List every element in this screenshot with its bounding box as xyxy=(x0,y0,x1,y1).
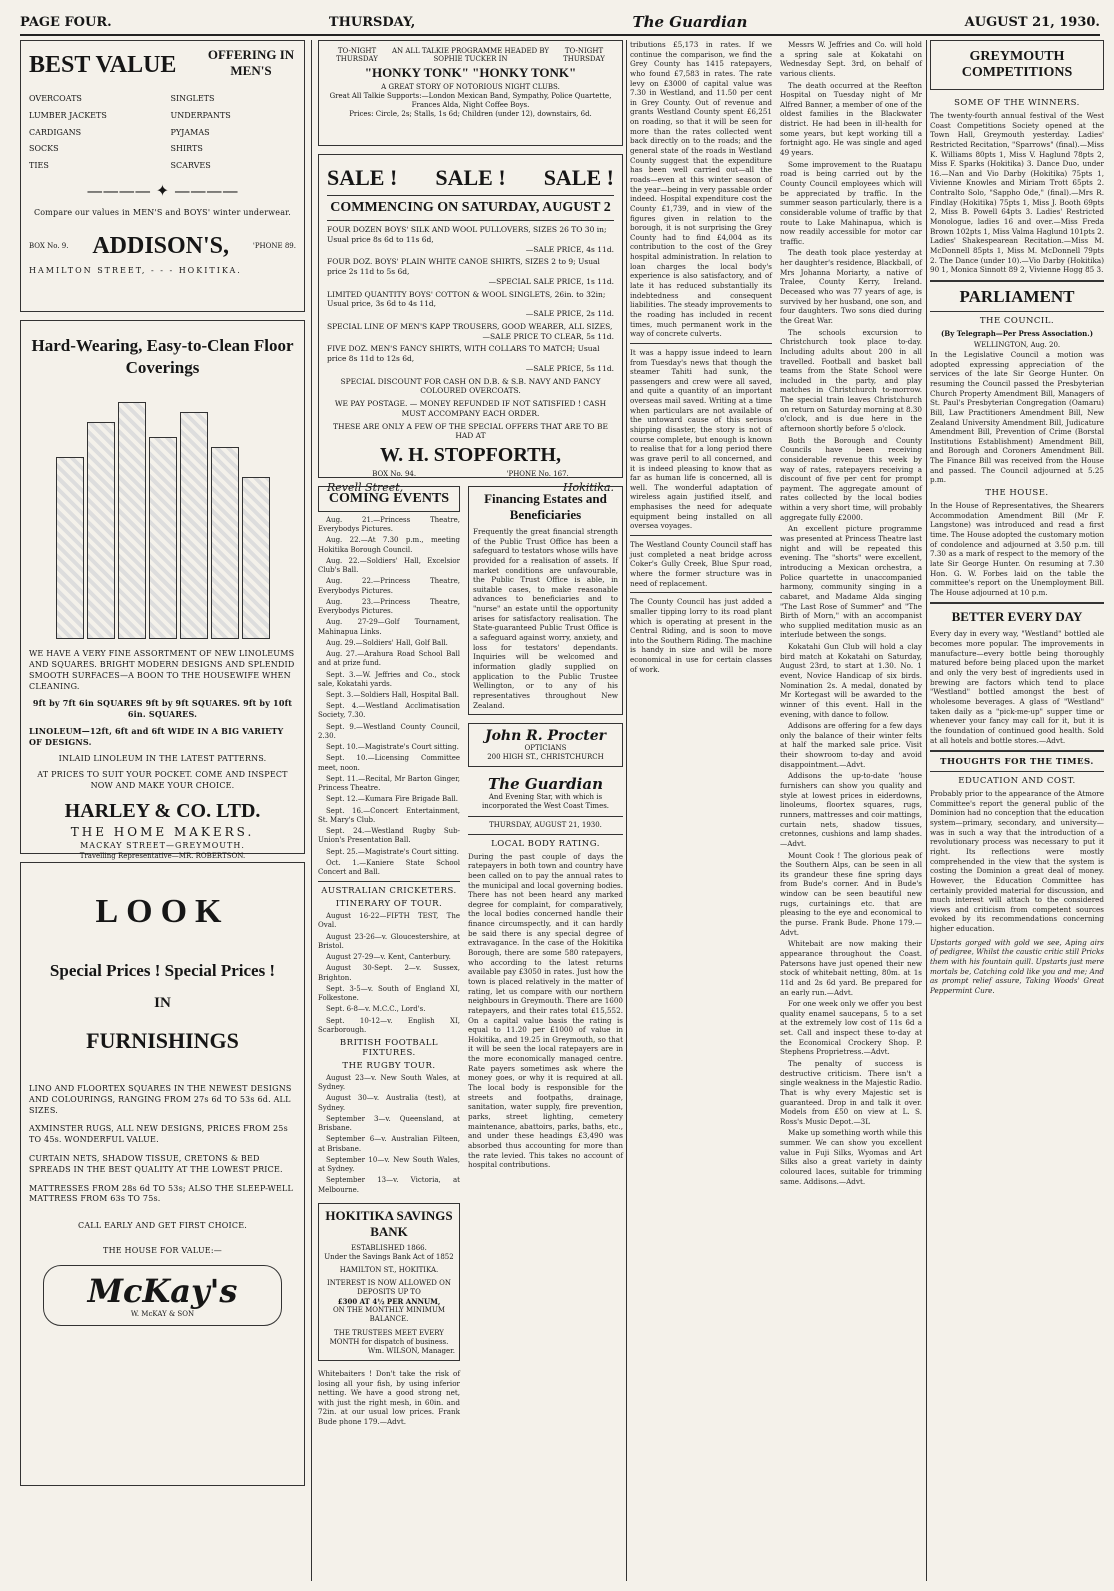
column-1 xyxy=(20,40,305,1494)
mckay-p2: AXMINSTER RUGS, ALL NEW DESIGNS, PRICES FROM 25s TO 45s. WONDERFUL VALUE. xyxy=(29,1124,288,1145)
list-item: Aug. 27-29—Golf Tournament, Mahinapua Links. xyxy=(318,618,460,636)
list-item: September 3—v. Queensland, at Brisbane. xyxy=(318,1114,460,1133)
ornament-icon: ———— ✦ ———— xyxy=(86,180,239,200)
list-item: SINGLETS xyxy=(170,94,215,103)
list-item: Sept. 10-12—v. English XI, Scarborough. xyxy=(318,1016,460,1034)
list-item: CARDIGANS xyxy=(29,127,82,137)
column-rule xyxy=(926,40,927,1581)
mckay-p4: MATTRESSES FROM 28s 6d TO 53s; ALSO THE SLEEP-WELL MATTRESS FROM 63s TO 75s. xyxy=(29,1183,294,1204)
procter-ad xyxy=(468,723,623,767)
guardian-sub: And Evening Star, with which is incorporated the West Coast Times. xyxy=(481,793,610,811)
bank-monthly: ON THE MONTHLY MINIMUM BALANCE. xyxy=(332,1306,446,1324)
stopforth-ad xyxy=(318,154,623,494)
column-rule xyxy=(626,40,627,1581)
harley-name: HARLEY & CO. LTD. xyxy=(64,799,261,822)
thoughts-sub: EDUCATION AND COST. xyxy=(958,776,1076,787)
county-staff-note: The Westland County Council staff has just completed a neat bridge across Coker's Gully Creek, Blue Spur road, where the former structure was in need of replacement. xyxy=(630,540,772,588)
theatre-tonight-right: TO-NIGHT THURSDAY xyxy=(563,47,605,63)
mckay-logo-text: McKay's xyxy=(87,1271,238,1310)
list-item: August 30-Sept. 2—v. Sussex, Brighton. xyxy=(318,964,460,982)
sale-item: FOUR DOZ. BOYS' PLAIN WHITE CANOE SHIRTS, SIZES 2 to 9; Usual price 2s 11d to 5s 6d, —SPECIAL SALE PRICE, 1s 11d. xyxy=(327,257,614,286)
harley-street: MACKAY STREET—GREYMOUTH. xyxy=(80,840,245,850)
county-lorry-note: The County Council has just added a smaller tipping lorry to its road plant which is operating at present in the Central Riding, and is soon to move into the Southern Riding. The machine is handy in size and will be more economical in use for certain classes of work. xyxy=(630,597,772,674)
harley-rep: Travelling Representative—MR. ROBERTSON. xyxy=(79,851,246,860)
list-item: SCARVES xyxy=(170,161,211,171)
mckay-logo-sub: W. McKAY & SON xyxy=(130,1309,195,1318)
editorial-heading: LOCAL BODY RATING. xyxy=(491,838,600,849)
bank-rate: £300 AT 4½ PER ANNUM, xyxy=(337,1297,441,1307)
theatre-tonight-left: TO-NIGHT THURSDAY xyxy=(336,47,378,63)
news-item: Mount Cook ! The glorious peak of the Southern Alps, can be seen in all its grandeur these fine spring days from Bude's corner. And in Bude's window can be seen beautiful new rugs, curtainings etc. that are pleasing to the eye and economical to the purse. Frank Bude. Phone 179.—Advt. xyxy=(780,850,922,937)
better-heading: BETTER EVERY DAY xyxy=(951,609,1083,625)
procter-logo: John R. Procter xyxy=(484,728,607,745)
competitions-body: The twenty-fourth annual festival of the West Coast Competitions Society opened at the Town Hall, Greymouth yesterday. Ladies' Restricted Recitation, "Sparrows" (final).—Miss K. Williams 80pts 1, Miss V. Haglund 78pts 2, Miss F. Sparks (Hokitika) 3. Dance Duo, under 16.—Nan and Vio Darby (Hokitika) 75pts 1, Vivienne Knowles and Miriam Trott 65pts 2. Contralto Solo, "Sappho Ode," (final).—Mrs R. Findlay (Hokitika) 75pts 1, Miss J. Booth 69pts 2, Miss B. Powell 64pts 3. Ladies' Restricted Monologue, ladies 16 and over.—Miss Freda Brown 102pts 1, Miss Valma Haglund 101pts 2. Ladies' Shakespearean Recitation.—Miss M. McDonnell 85pts 1, Miss M. McDonnell 79pts 2. The Dance (under 10).—Vio Darby (Hokitika) 90 1, Monica Sinnott 89 2, Vivienne Hogg 85 3. xyxy=(930,111,1104,275)
dateline: WELLINGTON, Aug. 20. xyxy=(973,340,1061,349)
addisons-street: HAMILTON STREET, - - - HOKITIKA. xyxy=(29,265,242,275)
procter-sub: OPTICIANS xyxy=(524,744,567,753)
masthead xyxy=(20,10,1100,36)
local-news xyxy=(780,40,922,1188)
list-item: Sept. 25.—Magistrate's Court sitting. xyxy=(326,847,459,856)
addisons-subheading: OFFERING IN MEN'S xyxy=(207,47,295,78)
news-item: Messrs W. Jeffries and Co. will hold a spring sale at Kokatahi on Wednesday Sept. 3rd, on behalf of various clients. xyxy=(780,40,922,78)
events-heading: COMING EVENTS xyxy=(328,491,450,506)
column-2 xyxy=(318,40,623,1427)
whitebaiters-notice: Whitebaiters ! Don't take the risk of losing all your fish, by using inferior netting. We have a good strong net, with just the right mesh, in 60in. and 72in. at our usual low prices. Frank Bude phone 179.—Advt. xyxy=(318,1368,460,1427)
list-item: Aug. 22.—Princess Theatre, Everybodys Pictures. xyxy=(318,577,460,595)
stopforth-phone: 'PHONE No. 167. xyxy=(506,470,569,478)
harley-inlaid: INLAID LINOLEUM IN THE LATEST PATTERNS. xyxy=(58,753,267,763)
addisons-phone: 'PHONE 89. xyxy=(252,241,296,250)
list-item: Sept. 3.—Soldiers Hall, Hospital Ball. xyxy=(326,690,459,699)
list-item: Oct. 1.—Kaniere State School Concert and Ball. xyxy=(318,858,460,876)
stopforth-town: Hokitika. xyxy=(562,481,614,494)
list-item: Sept. 6-8—v. M.C.C., Lord's. xyxy=(326,1005,426,1014)
list-item: Aug. 22.—Soldiers' Hall, Excelsior Club's Ball. xyxy=(318,556,460,575)
rating-continued: tributions £5,173 in rates. If we continue the comparison, we find the Grey County has 1415 ratepayers, who found £7,583 in rates. The rate levy on £3000 of capital value was 7.30 in Westland, and 11.50 per cent in Grey County. Out of revenue and grants Westland County spent £6,251 on roading, so that it will be seen for more than the rates collected went back directly on to the roads; and the general state of the roads in Westland County suggest that the expenditure has been well carried out—all the roads—even at this winter season of the year—being in very passable order indeed. Hospital expenditure cost the County £1,739, and in view of the figures given in relation to the borough, it is not surprising the Grey County had to find £4,004 as its contribution to the cost of the Grey hospital administration. In relation to loan charges the local body's experience is also satisfactory, and of late it has reduced substantially its indebtedness and consequent liabilities. The steady improvements to the roading has included in recent times, much permanent work in the way of concrete culverts. xyxy=(630,40,772,339)
estates-heading: Financing Estates and Beneficiaries xyxy=(484,491,607,522)
list-item: Sept. 12.—Kumara Fire Brigade Ball. xyxy=(326,795,459,804)
list-item: UNDERPANTS xyxy=(170,110,231,120)
competitions-sub: SOME OF THE WINNERS. xyxy=(954,98,1080,108)
list-item: Sept. 4.—Westland Acclimatisation Society, 7.30. xyxy=(318,702,460,720)
list-item: SOCKS xyxy=(29,144,59,154)
list-item: Sept. 10.—Magistrate's Court sitting. xyxy=(326,743,459,752)
cricket-heading: AUSTRALIAN CRICKETERS. xyxy=(321,886,457,897)
list-item: Sept. 16.—Concert Entertainment, St. Mary's Club. xyxy=(318,806,460,824)
theatre-supports: Great All Talkie Supports:—London Mexican Band, Sympathy, Police Quartette, Frances Alda, Night Coffee Boys. xyxy=(329,92,612,110)
masthead-day: THURSDAY, xyxy=(328,14,416,30)
harley-body: WE HAVE A VERY FINE ASSORTMENT OF NEW LINOLEUMS AND SQUARES. BRIGHT MODERN DESIGNS AND SPLENDID SMOOTH SURFACES—A BOON TO THE HOUSEWIFE WHEN CLEANING. xyxy=(29,649,295,691)
list-item: Aug. 23.—Princess Theatre, Everybodys Pictures. xyxy=(318,597,460,616)
news-item: An excellent picture programme was presented at Princess Theatre last night and will be repeated this evening. The "shorts" were excellent, introducing a Mexican orchestra, a Police quartette in unaccompanied harmony, community singing in a cabaret, and Madame Alda singing "The Last Rose of Summer" and "The Birth of Morn," with an accompanist who supplied meditation music as an interlude between the songs. xyxy=(780,524,922,640)
news-item: Kokatahi Gun Club will hold a clay bird match at Kokatahi on Saturday, August 23rd, to start at 1.30. No. 1 event, Novice Handicap of six birds. Nomination 2s. A medal, donated by Mr Kortegast will be awarded to the winner of this event. Hall in the evening, with dance to follow. xyxy=(780,642,922,719)
estates-body: Frequently the great financial strength of the Public Trust Office has been a safeguard to testators whose wills have provided for a realisation of assets. If market conditions are unfavourable, the Public Trust Office is able, in suitable cases, to make reasonable advances to beneficiaries and to "nurse" an estate until the opportunity arises for satisfactory realisation. The State-guaranteed Public Trust Office is a safeguard against worry, anxiety, and loss for testators' dependants. Inquiries will be welcomed and information gladly supplied on application to the Public Trustee Wellington, or to any of his representatives throughout New Zealand. xyxy=(473,527,618,710)
peppermint-poem: Upstarts gorged with gold we see, Aping airs of pedigree, Whilst the caustic critic still Pricks them with his fountain quill. Upstarts just mere mortals be, Catching cold like you and me; And as prompt relief assure, Taking Woods' Great Peppermint Cure. xyxy=(930,937,1104,995)
addisons-ad xyxy=(20,40,305,312)
editorial-body: During the past couple of days the ratepayers in both town and country have been called on to pay the annual rates to the municipal and local governing bodies. There has not been heard any marked degree for complaint, for comparatively, the local bodies concerned handle their finance circumspectly, and it can hardly be said there is any special degree of extravagance. In the case of the Hokitika Borough, there are some 580 ratepayers, who according to the latest returns available pay £3050 in rates. Just how the town is placed relatively in the matter of rating, let us compare with our northern neighbours in Greymouth. There are 1600 ratepayers, and their rates total £15,552. On a capital value basis the rating is equal to 11.20 per £1000 of value in Hokitika, and 19.25 in Greymouth, so that it will be seen the local ratepayers are in the more economically managed centre. Rate payers sometimes ask where the money goes, or why it is required at all. The local body is responsible for the streets and footpaths, drainage, sanitation, water supply, fire prevention, parks, street lighting, cemetery maintenance, abattoirs, parks, baths, etc., and under these headings £3,490 was absorbed thus accounting for more than the rate levied. This takes no account of hospital contributions. xyxy=(468,851,623,1170)
tahiti-article: It was a happy issue indeed to learn from Tuesday's news that though the steamer Tahiti had sunk, the passengers and crew were all saved, and quite a quantity of an important overseas mail saved. Writing at a time when particulars are not available of the untoward cause of this serious shipping disaster, the story is not of course complete, but enough is known to realise that for a long period there was grave peril to all concerned, and it is indeed pleasing to know that as far as human life is concerned, all is well. The wonderful adaptation of wireless again justified itself, and emphasises the need for adequate equipment being installed on all oversea voyages. xyxy=(630,347,772,531)
cricket-subheading: ITINERARY OF TOUR. xyxy=(335,899,443,910)
list-item: Sept. 10.—Licensing Committee meet, noon. xyxy=(318,754,460,772)
addisons-name: ADDISON'S, xyxy=(92,232,230,259)
column-3 xyxy=(630,40,922,1188)
news-item: The schools excursion to Christchurch took place to-day. Including adults about 200 in all travelled. Football and basket ball teams from the State School were included in the party, and play matches in Christchurch to-morrow. The special train leaves Christchurch on return on Saturday morning at 8.30 o'clock, and is due here in the afternoon shortly before 5 o'clock. xyxy=(780,327,922,433)
theatre-prices: Prices: Circle, 2s; Stalls, 1s 6d; Children (under 12), downstairs, 6d. xyxy=(349,110,592,119)
stopforth-street: Revell Street, xyxy=(327,481,404,494)
mckay-p1: LINO AND FLOORTEX SQUARES IN THE NEWEST DESIGNS AND COLOURINGS, RANGING FROM 27s 6d TO 53s 6d. ALL SIZES. xyxy=(29,1084,292,1115)
events-list xyxy=(318,516,460,877)
events-column xyxy=(318,486,460,1427)
harley-lino: LINOLEUM—12ft, 6ft and 6ft WIDE IN A BIG VARIETY OF DESIGNS. xyxy=(29,725,284,747)
procter-address: 200 HIGH ST., CHRISTCHURCH xyxy=(487,753,604,762)
sale-item: SPECIAL LINE OF MEN'S KAPP TROUSERS, GOOD WEARER, ALL SIZES, —SALE PRICE TO CLEAR, 5s 11d. xyxy=(327,321,614,341)
theatre-film: "HONKY TONK" "HONKY TONK" xyxy=(364,65,577,80)
list-item: Sept. 9.—Westland County Council, 2.30. xyxy=(318,722,460,740)
list-item: August 30—v. Australia (test), at Sydney. xyxy=(318,1094,460,1112)
harley-tagline: THE HOME MAKERS. xyxy=(70,824,255,839)
news-item: The penalty of success is destructive criticism. There isn't a single weakness in the Majestic Radio. That is why every Majestic set is guaranteed. Drop in and talk it over. Models from £50 on view at L. S. Ross's Music Depot.—3L xyxy=(780,1058,922,1126)
list-item: September 13—v. Victoria, at Melbourne. xyxy=(318,1176,460,1194)
theatre-ad xyxy=(318,40,623,146)
list-item: Sept. 3.—W. Jeffries and Co., stock sale, Kokatahi yards. xyxy=(318,670,460,688)
competitions-heading: GREYMOUTH COMPETITIONS xyxy=(961,49,1073,80)
stopforth-postage: WE PAY POSTAGE. — MONEY REFUNDED IF NOT SATISFIED ! CASH MUST ACCOMPANY EACH ORDER. xyxy=(334,399,607,418)
stopforth-few: THESE ARE ONLY A FEW OF THE SPECIAL OFFERS THAT ARE TO BE HAD AT xyxy=(333,421,608,441)
column-4 xyxy=(930,40,1104,996)
sale-label: SALE ! xyxy=(327,165,398,190)
list-item: OVERCOATS xyxy=(29,94,82,103)
bank-est: ESTABLISHED 1866. xyxy=(351,1243,427,1252)
news-item: The death occurred at the Reefton Hospital on Tuesday night of Mr Alfred Banner, a member of one of the oldest families in the Blackwater district. He had been in ill-health for some years, but kept working till a fortnight ago. He was single and aged 49 years. xyxy=(780,80,922,158)
theatre-headline: AN ALL TALKIE PROGRAMME HEADED BY SOPHIE TUCKER IN xyxy=(391,47,550,63)
parliament-heading: PARLIAMENT xyxy=(959,286,1075,306)
news-item: Some improvement to the Ruatapu road is being carried out by the County Council employees which will be appreciated by traffic. In the summer season particularly, there is a considerable volume of traffic by that route to Lake Mahinapua, which is now readily accessible for motor car traffic. xyxy=(780,159,922,246)
addisons-heading: BEST VALUE xyxy=(29,52,177,78)
news-item: Addisons the up-to-date 'house furnishers can show you quality and style at lowest prices in eiderdowns, linoleums, floortex squares, rugs, runners, mattresses and coir mattings, curtain nets, shadow tissues, cretonnes, cushions and lamp shades.—Advt. xyxy=(780,771,922,848)
list-item: August 23—v. New South Wales, at Sydney. xyxy=(318,1074,460,1092)
bank-manager: Wm. WILSON, Manager. xyxy=(367,1346,455,1355)
news-item: The death took place yesterday at her daughter's residence, Blackball, of Mrs Johanna Moriarty, a native of Tralee, County Kerry, Ireland. Deceased who was 77 years of age, is survived by her husband, one son, and four daughters. Two sons died during the Great War. xyxy=(780,248,922,325)
masthead-date: AUGUST 21, 1930. xyxy=(964,14,1100,30)
council-body: In the Legislative Council a motion was adopted expressing appreciation of the services of the late Sir George Hunter. On resuming the Council passed the Presbyterian Church Property Amendment Bill, Managers of St. Paul's Presbyterian Congregation (Oamaru) Bill, Law Practitioners Amendment Bill, New Zealand University Amendment Bill, Judicature Amendment Bill, Prevention of Crime (Borstal Institutions Establishment) Amendment Bill, and Borough and Coroners Amendment Bill. The Finance Bill was received from the House and passed. The Council adjourned at 5.25 p.m. xyxy=(930,350,1104,485)
bank-interest: INTEREST IS NOW ALLOWED ON DEPOSITS UP TO xyxy=(327,1279,451,1297)
harley-ad xyxy=(20,320,305,860)
house-body: In the House of Representatives, the Shearers Accommodation Amendment Bill (Mr F. Langstone) was introduced and read a first time. The House adopted the customary motion of condolence and adjourned at 3.50 p.m. till 7.30 as a mark of respect to the memory of the late Sir George Hunter. On resuming at 7.30 Hon. G. W. Forbes laid on the table the committee's report on the Unemployment Bill. The House adjourned at 10 p.m. xyxy=(930,501,1104,597)
mckay-logo xyxy=(43,1265,282,1326)
sale-label: SALE ! xyxy=(543,165,614,190)
public-trust-ad xyxy=(468,486,623,715)
list-item: Sept. 3-5—v. South of England XI, Folkestone. xyxy=(318,984,460,1003)
addisons-compare: Compare our values in MEN'S and BOYS' winter underwear. xyxy=(33,207,292,217)
list-item: August 23-26—v. Gloucestershire, at Bristol. xyxy=(318,932,460,950)
list-item: PYJAMAS xyxy=(170,127,210,137)
bank-address: HAMILTON ST., HOKITIKA. xyxy=(339,1266,439,1275)
stopforth-commencing: COMMENCING ON SATURDAY, AUGUST 2 xyxy=(330,200,611,215)
list-item: August 16-22—FIFTH TEST, The Oval. xyxy=(318,912,460,930)
mckay-special: Special Prices ! Special Prices ! xyxy=(49,961,276,980)
telegraph-line: (By Telegraph—Per Press Association.) xyxy=(940,328,1094,338)
column-rule xyxy=(311,40,312,1581)
thoughts-body: Probably prior to the appearance of the Atmore Committee's report the general public of the Dominion had no conception that the education system—primary, secondary, and university—was in such a way that the introduction of a revolutionary process was necessary to put it right. Its reflections were mostly comprehended in the view that the system is costing the Dominion a great deal of money. However, the Education Committee has certainly provided material for discussion, and much interest will attach to the considered views and criticism from competent sources evoked by its recommendations concerning higher education. xyxy=(930,789,1104,934)
mckay-look: LOOK xyxy=(95,893,230,930)
mckay-ad xyxy=(20,862,305,1486)
better-body: Every day in every way, "Westland" bottled ale becomes more popular. The improvements in manufacture—every bottle being thoroughly matured before being placed upon the market and only the very best of ingredients used in brewing are factors which tend to place "Westland" bottled amongst the best of wholesome beverages. A glass of "Westland" taken daily as a "pick-me-up" supper time or whenever your fancy may call for it, but it is the foundation of continued good health. Sold at all hotels and bottle stores.—Advt. xyxy=(930,629,1104,745)
list-item: Aug. 21.—Princess Theatre, Everybodys Pictures. xyxy=(318,516,460,534)
sale-item: FOUR DOZEN BOYS' SILK AND WOOL PULLOVERS, SIZES 26 TO 30 in; Usual price 8s 6d to 11s 6d, —SALE PRICE, 4s 11d. xyxy=(327,225,614,254)
page-number: PAGE FOUR. xyxy=(20,14,112,30)
rugby-heading: THE RUGBY TOUR. xyxy=(342,1061,436,1072)
list-item: September 6—v. Australian Filteen, at Brisbane. xyxy=(318,1135,460,1153)
news-item: Make up something worth while this summer. We can show you excellent value in Fuji Silks, Wyomas and Art Silks also a great variety in dainty coloured laces, suitable for trimming same. Addisons.—Advt. xyxy=(780,1128,922,1186)
council-heading: THE COUNCIL. xyxy=(979,315,1055,326)
list-item: Aug. 27.—Arahura Road School Ball and at prize fund. xyxy=(318,650,460,668)
football-heading: BRITISH FOOTBALL FIXTURES. xyxy=(339,1038,439,1059)
harley-sizes: 9ft by 7ft 6in SQUARES 9ft by 9ft SQUARES. 9ft by 10ft 6in. SQUARES. xyxy=(32,698,293,720)
house-heading: THE HOUSE. xyxy=(985,488,1049,499)
mckay-call: CALL EARLY AND GET FIRST CHOICE. xyxy=(78,1221,247,1231)
linoleum-rolls-icon xyxy=(29,389,296,639)
thoughts-heading: THOUGHTS FOR THE TIMES. xyxy=(940,757,1094,768)
addisons-box: BOX No. 9. xyxy=(29,241,69,250)
guardian-date: THURSDAY, AUGUST 21, 1930. xyxy=(489,820,602,829)
list-item: September 10—v. New South Wales, at Sydney. xyxy=(318,1155,460,1174)
list-item: LUMBER JACKETS xyxy=(29,110,107,120)
bank-ad xyxy=(318,1203,460,1361)
sale-item: LIMITED QUANTITY BOYS' COTTON & WOOL SINGLETS, 26in. to 32in; Usual price, 3s 6d to 4s 11d, —SALE PRICE, 2s 11d. xyxy=(327,289,614,318)
mckay-p3: CURTAIN NETS, SHADOW TISSUE, CRETONS & BED SPREADS IN THE BEST QUALITY AT THE LOWEST PRICE. xyxy=(29,1153,283,1174)
theatre-story: A GREAT STORY OF NOTORIOUS NIGHT CLUBS. xyxy=(381,83,560,91)
list-item: TIES xyxy=(29,161,49,171)
stopforth-discount: SPECIAL DISCOUNT FOR CASH ON D.B. & S.B. NAVY AND FANCY COLOURED OVERCOATS. xyxy=(340,376,601,396)
bank-trustees: THE TRUSTEES MEET EVERY MONTH for dispatch of business. xyxy=(329,1328,449,1346)
mckay-in: IN xyxy=(154,995,171,1011)
stopforth-box: BOX No. 94. xyxy=(372,470,417,478)
list-item: Aug. 22.—At 7.30 p.m., meeting Hokitika Borough Council. xyxy=(318,536,460,554)
list-item: Sept. 24.—Westland Rugby Sub-Union's Presentation Ball. xyxy=(318,827,460,845)
news-item: Whitebait are now making their appearance throughout the Coast. Patersons have just opened their new stock of whitebait netting, 80m. at 1s 11d and 2s 6d yard. Be prepared for an early run.—Advt. xyxy=(780,939,922,997)
masthead-title: The Guardian xyxy=(632,13,748,31)
news-item: Addisons are offering for a few days only the balance of their winter felts at half the marked sale price. Visit their showroom to-day and avoid disappointment.—Advt. xyxy=(780,721,922,769)
guardian-title: The Guardian xyxy=(488,775,603,794)
list-item: SHIRTS xyxy=(170,144,203,154)
list-item: Aug. 29.—Soldiers' Hall, Golf Ball. xyxy=(326,638,448,647)
list-item: Sept. 11.—Recital, Mr Barton Ginger, Princess Theatre. xyxy=(318,774,460,793)
mckay-furnishings: FURNISHINGS xyxy=(86,1028,239,1053)
editorial-column xyxy=(468,486,623,1427)
list-item: August 27-29—v. Kent, Canterbury. xyxy=(326,953,451,962)
news-item: For one week only we offer you best quality enamel saucepans, 5 to a set at the extremely low cost of 11s 6d a set. Call and inspect these to-day at the Economical Crockery Shop. P. Stephens Proprietress.—Advt. xyxy=(780,999,922,1057)
bank-act: Under the Savings Bank Act of 1852 xyxy=(324,1252,454,1261)
news-item: Both the Borough and County Councils have been receiving considerable revenue this week by way of rates, ratepayers receiving a discount of five per cent for prompt payment. The aggregate amount of rates collected by the local bodies within a very short time, will probably aggregate fully £2000. xyxy=(780,435,922,522)
sale-item: FIVE DOZ. MEN'S FANCY SHIRTS, WITH COLLARS TO MATCH; Usual price 8s 11d to 12s 6d, —SALE PRICE, 5s 11d. xyxy=(327,344,614,373)
bank-name: HOKITIKA SAVINGS BANK xyxy=(325,1207,453,1239)
mckay-house: THE HOUSE FOR VALUE:— xyxy=(103,1245,222,1255)
sale-label: SALE ! xyxy=(435,165,506,190)
harley-heading: Hard-Wearing, Easy-to-Clean Floor Coverings xyxy=(31,336,294,378)
harley-prices: AT PRICES TO SUIT YOUR POCKET. COME AND INSPECT NOW AND MAKE YOUR CHOICE. xyxy=(37,770,288,791)
stopforth-name: W. H. STOPFORTH, xyxy=(379,444,561,466)
